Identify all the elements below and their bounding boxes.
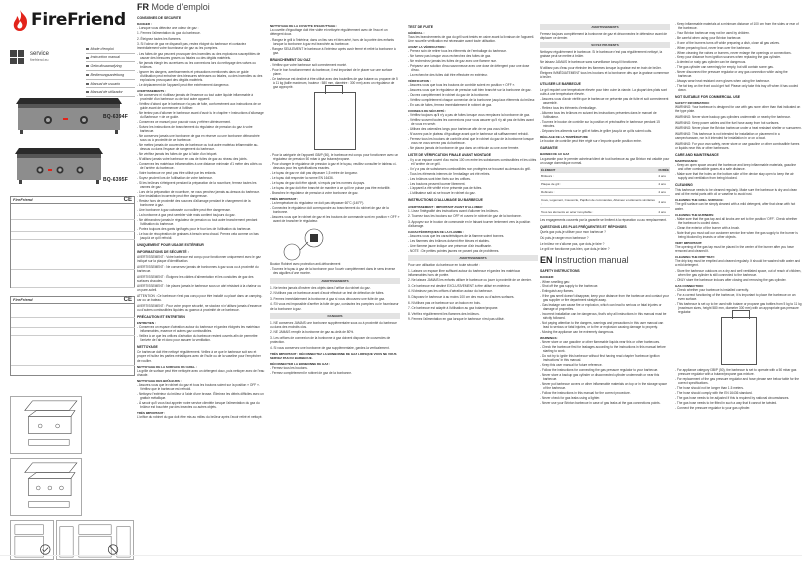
flag-icon [86,57,89,59]
section-heading: SAFETY INSTRUCTIONS [540,269,580,274]
warranty-table: ÉLÉMENT DURÉE Brûleurs : 2 ans Plaque de gril : 2 ans Robinets : 2 ans Cuve, Logement, Couvercle, Papillon de commandes, Allumeur et éléments similaires : 2 ans Tous les éléments en acier inoxydable : 2 ans [541,167,669,214]
section-heading: LISTE DE VÉRIFICATION FINALE AVANT MONTAGE [408,152,492,157]
section-heading: CARE AND MAINTENANCE [675,152,719,157]
ce-mark-icon: CE [123,297,132,303]
section-heading: INSTRUCTIONS D'ALLUMAGE DU BARBECUE [408,198,483,203]
warnings-banner: AVERTISSEMENTS [408,255,538,261]
language-grid-icon [10,50,24,64]
language-item-pt: Manual de utilizador [86,88,135,97]
flag-icon [86,48,89,50]
service-logo: service firefriend.eu [30,51,50,62]
spec-table-body [11,204,134,288]
cover-column [0,0,135,566]
model-number: BQ-6394F [103,114,128,120]
section-heading: CONSIGNES DE SECURITE [137,16,182,20]
section-heading: TEST DE FUITE [408,25,434,29]
gas-cylinder-diagram [314,92,356,150]
flag-icon [86,83,89,85]
page-title-en: EN Instruction manual [540,255,629,266]
section-heading: NOT SUITABLE FOR COMMERCIAL USE [675,95,741,100]
spec-table [10,296,135,376]
spec-table-header: FireFriend CE [13,197,132,203]
flame-icon [12,10,29,31]
gas-cylinder-diagram [721,317,757,365]
dangers-banner: DANGERS [270,313,400,319]
table-row: Cuve, Logement, Couvercle, Papillon de commandes, Allumeur et éléments similaires : 2 ans [540,196,670,208]
spec-table-header: FireFriend CE [13,297,132,303]
fr-column-1: FR Mode d'emploi CONSIGNES DE SECURITE DANGER : - Lorsque vous détectez une odeur de gaz : 1. Fermez l'alimentation du gaz du barbecue. 2. Éteignez toutes les flammes. 3. Si l'odeur de gaz ne disparaît pas, restez éloigné du barbecue et contactez immédiatement votre fournisseur de gaz ou les pompiers. - Les fuites de gaz peuvent provoquer des incendies ou des explosions susceptibles de causer des blessures graves ou fatales ou des dégâts matériels. - Ne jamais élargir les ouvertures ou les connexions lors du nettoyage des valves ou brûleurs. - Ignorer les dangers, avertissements et précautions mentionnés dans ce guide d'utilisation peut entraîner des blessures sérieuses ou fatales, ou des incendies ou des explosions provoquant des dégâts matériels. - Le déplacement de l'appareil peut être extrêmement dangereux. AVERTISSEMENTS : - Ne conservez ni n'utilisez jamais de l'essence ou tout autre liquide inflammable à proximité d'un barbecue ou de tout autre appareil. - Vérifiez d'abord que le barbecue n'a pas de fuite, conformément aux instructions de ce guide avant de commencer à l'utiliser. - Ne tentez pas d'allumer le barbecue avant d'avoir lu le chapitre « Instructions d'allumage du Barbecue » de ce guide. - Conservez ce manuel pour pouvoir vous y référer ultérieurement. - Suivez les instructions de branchement du régulateur de pression du gaz à votre barbecue. - Ne conservez jamais une bonbonne de gaz en réserve ou une bonbonne débranchée sous ou à proximité de ce barbecue. - Ne mettez jamais de couvercles de barbecue ou tout autre matériau inflammable au-dessus ou dans l'espace de rangement du barbecue. - Ne vérifiez jamais les fuites de gaz à l'aide d'un briquet. - N'utilisez jamais votre barbecue en cas de fuites de gaz au niveau des joints. - Conservez les matériaux inflammables à une distance minimale d'1 mètre des côtés ou de l'arrière du barbecue. - Votre barbecue ne peut pas être utilisé par les enfants. - Soyez prudent lors de l'utilisation de votre barbecue. - Si les brûleurs s'éteignent pendant la préparation de la nourriture, fermez toutes les vannes de gaz. - Lors de la préparation de nourriture, ne vous penchez jamais au-dessus du barbecue. - Une installation incorrecte peut être dangereuse. - Restez hors de proximité des sources d'allumage pendant le changement de la bonbonne à gaz. - Une bonbonne à gaz cabossée ou rouillée peut être dangereuse. - La bonbonne à gaz peut sembler vide mais contient toujours du gaz. - Ne débranchez jamais le régulateur de pression ou tout autre branchement pendant l'utilisation du barbecue. - Portez toujours des gants ignifugés pour le four lors de l'utilisation du barbecue. - Le bac de récupération de graisses à besoin sera chaud. Prenez cela comme un bas jusqu'à ce qu'il refroidi. UNIQUEMENT POUR USAGE EXTÉRIEUR INFORMATIONS DE SÉCURITÉ : AVERTISSEMENT : Votre barbecue est conçu pour fonctionner uniquement avec le gaz indiqué sur la plaque d'identification. AVERTISSEMENT : Ne conservez jamais de bonbonnes à gaz sous ou à proximité du barbecue. AVERTISSEMENT : Éloignez les câbles d'alimentation et les conduites de gaz des surfaces chaudes. AVERTISSEMENT : Ne placez jamais le barbecue sous un abri résistant à la chaleur ou un pare-soleil. ATTENTION : Ce barbecue n'est pas conçu pour être installé ou placé dans un camping-car ou un bateau. AVERTISSEMENT : Pour votre propre sécurité, ne stockez ni n'utilisez jamais d'essence ou d'autres combustibles liquides ou gazeux à proximité de ce barbecue. PRÉCAUTION ET ENTRETIEN ENTRETIEN : - Conservez un espace d'aération autour du barbecue et gardez éloignés les matériaux inflammables, essence et autres gaz combustibles. - Veillez à ce que les orifices d'aération du barbecue restent ouverts afin de permettre l'arrivée de l'air et donc pour assurer la ventilation. NETTOYAGE Ce barbecue doit être nettoyé régulièrement. Veillez à ce que le barbecue soit sec et propre et huilez les parties métalliques avec de l'huile ou de la vaseline pour l'empêcher de rouiller. NETTOYAGE DE LA SURFACE DU GRILL : La grille de surface peut être nettoyée avec un détergent doux, puis nettoyer avec de l'eau chaude. NETTOYAGE DES BRÛLEURS : - Assurez-vous que le robinet du gaz et tous les boutons soient sur la position « OFF ». Vérifiez que le barbecue est refroidi. - Nettoyez l'extérieur du brûleur à l'aide d'une brosse. Éliminez les débris difficiles avec un grattoir métallique. - À savoir qu'il vous faut appeler notre service clientèle lorsque l'alimentation du gaz du brûleur est bouchée par des insectes ou autres objets. TRÈS IMPORTANT : L'orifice du robinet du gaz doit être mis au milieu du brûleur après l'avoir retiré et nettoyé. [137,0,265,566]
section-heading: BRANCHEMENT DU GAZ [270,57,311,62]
spec-table-body [11,304,134,366]
section-heading: UNIQUEMENT POUR USAGE EXTÉRIEUR [137,243,204,248]
language-item-nl: Gebruiksaanwijzing [86,62,135,71]
service-logos [10,50,49,64]
table-row: Brûleurs : 2 ans [540,173,670,180]
language-item-fr: Mode d'emploi [86,45,135,54]
table-row: Robinets : 2 ans [540,188,670,196]
section-heading: UTILISER LE BARBECUE [540,82,581,87]
section-heading: CLEANING [675,183,693,188]
brand-logo [12,10,126,31]
be-careful-banner: SOYEZ PRUDENTS [540,42,670,48]
incorrect-placement-diagram [56,520,134,560]
flag-icon [86,65,89,67]
language-item-es: Manual de usuario [86,80,135,89]
product-image-bq6395f [14,142,104,186]
brand-name: FireFriend [31,10,126,31]
table-row: Plaque de gril : 2 ans [540,180,670,188]
page-bottom-divider [0,555,802,556]
assembly-diagram-2-burner [10,396,82,454]
fr-column-4: AVERTISSEMENTS Fermez toujours complètement la bonbonne de gaz et déconnectez le détendeur avant de déplacer ce dernier. SOYEZ PRUDENTS Nettoyez régulièrement le barbecue. Si le barbecue n'est pas régulièrement nettoyé, la graisse peut se mettre à brûler. Ne laissez JAMAIS le barbecue sans surveillance lorsqu'il fonctionne. N'utilisez pas d'eau pour éteindre les flammes lorsque la graisse est en train de brûler. Éteignez IMMÉDIATEMENT tous les boutons et la bonbonne dès que la graisse commence à brûler. UTILISER LE BARBECUE Le gril requiert une température élevée pour bien cuire la viande. La plupart des plats sont cuits à une température élevée. - Assurez-vous d'avoir vérifié que le barbecue ne présente pas de fuite et soit correctement assemblé. - Retirez tous les éléments d'emballage. - Allumez tous les brûleurs en suivant les instructions présentes dans le manuel de l'utilisateur. - Tournez le bouton de contrôle sur la position et préchauffez le barbecue pendant 15 minutes. - Déposez les aliments sur le grill et faites-le griller jusqu'à ce qu'ils soient cuits. RÉGLAGE DE LA TEMPÉRATURE Le bouton de contrôle peut être réglé sur n'importe quelle position entre. GARANTIE BARBECUE AU GAZ La garantie pour le premier acheteur/client de tout barbecue au gaz Brixton est valable pour un usage domestique normal. ÉLÉMENT DURÉE Brûleurs : 2 ans Plaque de gril : 2 ans Robinets : 2 ans Cuve, Logement, Couvercle, Papillon de commandes, Allumeur et éléments similaires : 2 ans Tous les éléments en acier inoxydable : 2 ans Les engagements couverts par la garantie se limitent à la réparation ou au remplacement. QUESTIONS LES PLUS FRÉQUENTES ET RÉPONSES Quels gaz puis-je utiliser pour mon barbecue ? Où puis-je ranger mon barbecue ? Le brûleur ne s'allume pas, que dois-je faire ? Le grill ne fonctionne pas bien, que dois-je faire ? EN Instruction manual SAFETY INSTRUCTIONS DANGER: - When smelling gas: - Shut off the gas supply to the barbecue. - Extinguish any flames. - If the gas smell doesn't disappear, keep your distance from the barbecue and contact your gas supplier or fire department straight away. - Gas leakage can cause fire or explosion, which can lead to serious or fatal injuries or damage of properties. - Incorrect installation can be dangerous, that's why all instructions in this manual must be strictly followed. - Not paying attention to the dangers, warnings and precautions in this user manual can lead to serious or fatal injuries, or to fire or explosion causing damage to property. - Moving the appliance can be extremely dangerous. WARNINGS: - Never store or use gasoline or other flammable liquids near this or other barbecues. - Check the barbecue first for leakages according to the instructions in this manual before starting to work. - Do not try to ignite this barbecue without first having read chapter 'barbecue ignition instructions' in this manual. - Keep this user manual for future reference. - Follow the instructions for connecting the gas pressure regulator to your barbecue. - Never store a backup gas cylinder or disconnected cylinder underneath or near this barbecue. - Never put barbecue covers or other inflammable materials on top or in the storage space of the barbecue. - Follow the instructions in this manual for the correct procedure. - Never check for gas leaks using a lighter. - Never use your Brixton barbecue in case of gas leaks at the gas connections points. [540,22,670,566]
fr-column-2: NETTOYAGE DE LA CUVETTE D'EGOUTTAGE : La cuvette d'égouttage doit être vidée et nettoyée régulièrement avec de l'eau et un détergent doux. - Rangez le grill à l'intérieur, dans un lieu sec et bien aéré, hors de la portée des enfants lorsque la bonbonne à gaz est branchée au barbecue. - Rangez SEULEMENT le barbecue à l'intérieur après avoir fermé et retiré la bonbonne à gaz. BRANCHEMENT DU GAZ - Vérifiez que votre barbecue soit correctement monté. - Pour le bon fonctionnement du barbecue, il est important de le placer sur une surface plane. - Ce barbecue est destiné à être utilisé avec des bouteilles de gaz butane ou propane de 5 à 11 kg (taille maximum, hauteur : 580 mm, diamètre : 300 mm) avec un régulateur de gaz approprié. - Pour la catégorie de l'appareil I3B/P (50), le barbecue est conçu pour fonctionner avec un régulateur de pression 50 mbar à gaz butane/propane. - Pour changer le régulateur de pression à gaz et le tuyau, veuillez consulter le tableau ci-dessous pour les spécifications exactes. - Le tuyau de gaz ne doit pas dépasser 1,5 mètre de longueur. - Le tuyau doit respecter la norme EN 16436. - Le tuyau de gaz doit être ajusté, si requis par les normes du pays. - Le tuyau de gaz doit être branché de manière à ce qu'il ne puisse pas être entortillé. - Branchez le régulateur de pression à votre bonbonne de gaz. TRÈS IMPORTANT : - La température du régulateur ne doit pas dépasser 60°C (140°F). - Connectez le régulateur doit correspondre au branchement du robinet de gaz de la bonbonne. - Assurez-vous que le robinet de gaz et les boutons de commande sont en position « OFF » avant de brancher le régulateur. Bouton Robinet avec protection anti-débordement - Tournez le tuyau à gaz de la bonbonne pour l'ouvrir complètement dans le sens inverse des aiguilles d'une montre. AVERTISSEMENTS 1. Ne tentez jamais d'insérer des objets dans l'orifice du robinet du gaz. 2. N'utilisez pas ce barbecue avant d'avoir effectué un test de détection de fuites. 3. Fermez immédiatement la bonbonne à gaz si vous découvrez une fuite de gaz. 4. S'il vous est impossible d'arrêter la fuite de gaz, contactez les pompiers ou le fournisseur de la bonbonne à gaz. DANGERS 1. NE conservez JAMAIS une bonbonne supplémentaire sous ou à proximité du barbecue ou dans des endroits clos. 2. NE JAMAIS remplir la bonbonne de gaz au-delà de 80%. 3. Les orifices de connexion de la bonbonne à gaz doivent disposer de couvercles de protection. 4. Si vous conservez une bonbonne de gaz supplémentaire, gardez-la verticalement. TRÈS IMPORTANT : DÉCONNECTEZ LA BONBONNE DE GAZ LORSQUE VOUS NE VOUS SERVEZ PAS DU BARBECUE. DÉCONNECTER LA BONBONNE DE GAZ : - Fermez tous les boutons. - Fermez complètement le robinet de gaz de la bonbonne. [270,22,400,566]
section-heading: GARANTIE [540,146,558,151]
spec-table [10,196,135,288]
assembly-diagram-3-burner [10,458,82,516]
fr-column-3: TEST DE FUITE GÉNÉRAL : Tous les branchements de gaz du grill sont testés en usine avant la livraison de l'appareil. Une nouvelle vérification est nécessaire avant toute utilisation. AVANT LA VÉRIFICATION : - Prenez soin de retirer tous les éléments de l'emballage du barbecue. - Ne fumez pas lorsque vous recherchez des fuites de gaz. - Ne recherchez jamais les fuites de gaz avec une flamme nue. - Préparez une solution d'eau savonneuse avec une dose de détergent pour une dose d'eau. - La recherche des fuites doit être effectuée en extérieur. VÉRIFICATION : - Assurez-vous que tous les boutons de contrôle soient en position « OFF ». - Assurez-vous que le régulateur de pression soit bien branché sur la bonbonne de gaz. - Ouvrez complètement le robinet du gaz de la bonbonne. - Vérifiez complètement chaque connexion de la bonbonne jusqu'aux éléments du brûleur. - En cas de fuites, fermez immédiatement le robinet de gaz. CONSEILS DE SÉCURITÉ : - Vérifiez toujours qu'il n'y a pas de fuites lorsque vous remplacez la bonbonne de gaz. - Vérifiez souvent toutes les connexions pour vous assurer qu'il n'y ait pas de fuites avant de vous en servir. - Utilisez des ustensiles longs pour barbecue afin de ne pas vous brûler. - N'ouvrez pas le plateau d'égouttage avant que le barbecue ait suffisamment refroidi. - Fermez tous les boutons de contrôle ainsi que le robinet du gaz de la bonbonne lorsque vous ne vous servez pas du barbecue. - Ne placez jamais de bonbonne de gaz dans un véhicule ou une zone fermée. LISTE DE VÉRIFICATION FINALE AVANT MONTAGE - Il y a un espace ouvert d'au moins 100 cm entre les substances combustibles et les côtés et l'arrière de ce grill. - Il n'y a pas de substances combustibles non protégées se trouvant au-dessus du grill. - Tous les éléments internes de l'emballage ont été retirés. - Les brûleurs sont bien fixés sur les orifices. - Les boutons peuvent tourner librement. - L'appareil a été vérifié et ne présente pas de fuites. - L'utilisateur sait où se trouve le robinet du gaz. INSTRUCTIONS D'ALLUMAGE DU BARBECUE AVERTISSEMENT : IMPORTANT AVANT D'ALLUMER 1. Lisez l'intégralité des instructions avant d'allumer les brûleurs. 2. Tournez tous les boutons sur OFF et ouvrez le robinet de gaz de la bonbonne. 3. Appuyez sur le bouton de commande en le faisant tourner lentement vers la position d'allumage. CARACTÉRISTIQUES DE LA FLAMME : - Assurez-vous que les caractéristiques de la flamme soient bonnes. - Les flammes des brûleurs doivent être bleues et stables. - Une flamme jaune indique une présence d'air insuffisante. - NOTE : De petites pointes jaunes ne posent pas de problèmes. AVERTISSEMENTS Pour une utilisation du barbecue en toute sécurité : 1. Laissez un espace libre suffisant autour du barbecue et gardez les matériaux inflammables hors de portée. 2. Ne laissez JAMAIS les enfants utiliser le barbecue ou jouer à proximité de ce dernier. 3. Ce barbecue est destiné EXCLUSIVEMENT à être utilisé en extérieur. 4. N'obstruez pas les orifices d'aération autour du barbecue. 5. Disposez le barbecue à au moins 100 cm des murs ou d'autres surfaces. 6. N'utilisez pas ce barbecue sur un balcon en bois. 7. Ce barbecue est adapté à l'utilisation au gaz butane/propane. 8. Vérifiez régulièrement les flammes des brûleurs. 9. Fermez l'alimentation en gaz lorsque le barbecue n'est pas utilisé. [408,22,538,566]
en-column: - Keep inflammable materials at a minimum distance of 100 cm from the sides or rear of the barbecue. - Your Brixton barbecue may not be used by children. - Be careful when using your Brixton barbecue. - If one of the burners turns off while preparing a dish, close all gas valves. - When preparing food, never lean over the barbecue. - When cleaning the valves or burners, never enlarge the openings or connections. - Keep your distance from ignition sources when replacing the gas cylinder. - A dented or rusty gas cylinder can be dangerous. - The gas cylinder can seemingly be empty, but still contain some gas. - Never disconnect the pressure regulator or any gas connection while using the barbecue. - Always wear heat resistant oven gloves when using the barbecue. - The fat tray on the front could get hot! Please only take this tray off when it has cooled down. NOT SUITABLE FOR COMMERCIAL USE SAFETY INFORMATION: WARNING: Your barbecue is designed for use with gas none other than that indicated on the type plate. WARNING: Never store backup gas cylinders underneath or nearby the barbecue. WARNING: Keep power cables and the fuel hose away from hot surfaces. WARNING: Never place the Brixton barbecue under a heat resistant shelter or sunscreen. WARNING: This barbecue is not intended for installation or placement in a camper/caravan, nor is it intended for installation in or on a boat. WARNING: For your own safety, never store or use gasoline or other combustible fumes or liquids near this or other barbecues. CARE AND MAINTENANCE MAINTENANCE: - Keep an open space around the barbecue and keep inflammable materials, gasoline and other combustible gases at a safe distance. - Make sure that the holes on the bottom side of the device stay open to keep the air supply and ventilation from being blocked. CLEANING This barbecue needs to be cleaned regularly. Make sure the barbecue is dry and clean and oil the metal parts with oil or vaseline to avoid rust. CLEANING THE GRILL SURFACE: The grill surface can be simply cleaned with a mild detergent, after that clean with hot water. CLEANING THE BURNERS: - Make sure that the gas tap and all knobs are set to the position 'OFF'. Check whether the barbecue is cooled down. - Clean the exterior of the burner with a brush. - Note that you must call our customer service line when the gas supply to the burner is being blocked by insects or other objects. VERY IMPORTANT: The opening of the gas tap must be placed in the center of the burner after you have removed and cleaned it. CLEANING THE DRIP TRAY: The drip tray must be emptied and cleaned regularly. It should be washed with water and a mild detergent. - Store the barbecue outdoors on a dry and well ventilated space, out of reach of children, when the gas cylinder is still connected to the barbecue. - ONLY store the barbecue indoors after closing and removing the gas cylinder. GAS CONNECTION: - Check whether your barbecue is installed correctly. - For a correct functioning of the barbecue, it is important to place the barbecue on an even surface. - This barbecue is set up to be used with butane or propane gas bottles from 5 kg to 11 kg (maximum sizes, height 580 mm, diameter 300 mm) with an appropriate gas pressure regulator. - For appliance category I3B/P (50), the barbecue is set to operate with a 50 mbar gas pressure regulator with a butane/propane gas mixture. - For replacement of the gas pressure regulator and hose please see below table for the correct specifications. - The hose should not be longer than 1.5 meters. - The hose should comply with the EN 16436 standard. - The gas hose needs to be adjusted if this is required by national circumstances. - The gas hose needs to be fitted in such a way that it cannot be twisted. - Connect the pressure regulator to your gas cylinder. [675,22,802,566]
section-heading: PRÉCAUTION ET ENTRETIEN [137,314,185,319]
section-heading: QUESTIONS LES PLUS FRÉQUENTES ET RÉPONSES [540,225,627,230]
ce-mark-icon: CE [123,197,132,203]
section-heading: INFORMATIONS DE SÉCURITÉ : [137,250,189,255]
model-number: BQ-6395F [103,177,128,183]
table-row: Tous les éléments en acier inoxydable : 2 ans [540,208,670,216]
warnings-banner: AVERTISSEMENTS [540,24,670,30]
subsection-heading: DANGER : [137,22,152,27]
correct-placement-diagram [10,520,54,560]
subsection-heading: AVERTISSEMENTS : [137,89,167,94]
language-item-en: Instruction manual [86,54,135,63]
page-title-fr: FR Mode d'emploi [137,2,210,12]
language-list [86,45,135,97]
flag-icon [86,74,89,76]
section-heading: NETTOYAGE [137,345,158,350]
regulator-diagram [270,224,400,262]
language-item-de: Bedienungsanleitung [86,71,135,80]
warnings-banner: AVERTISSEMENTS [270,278,400,284]
